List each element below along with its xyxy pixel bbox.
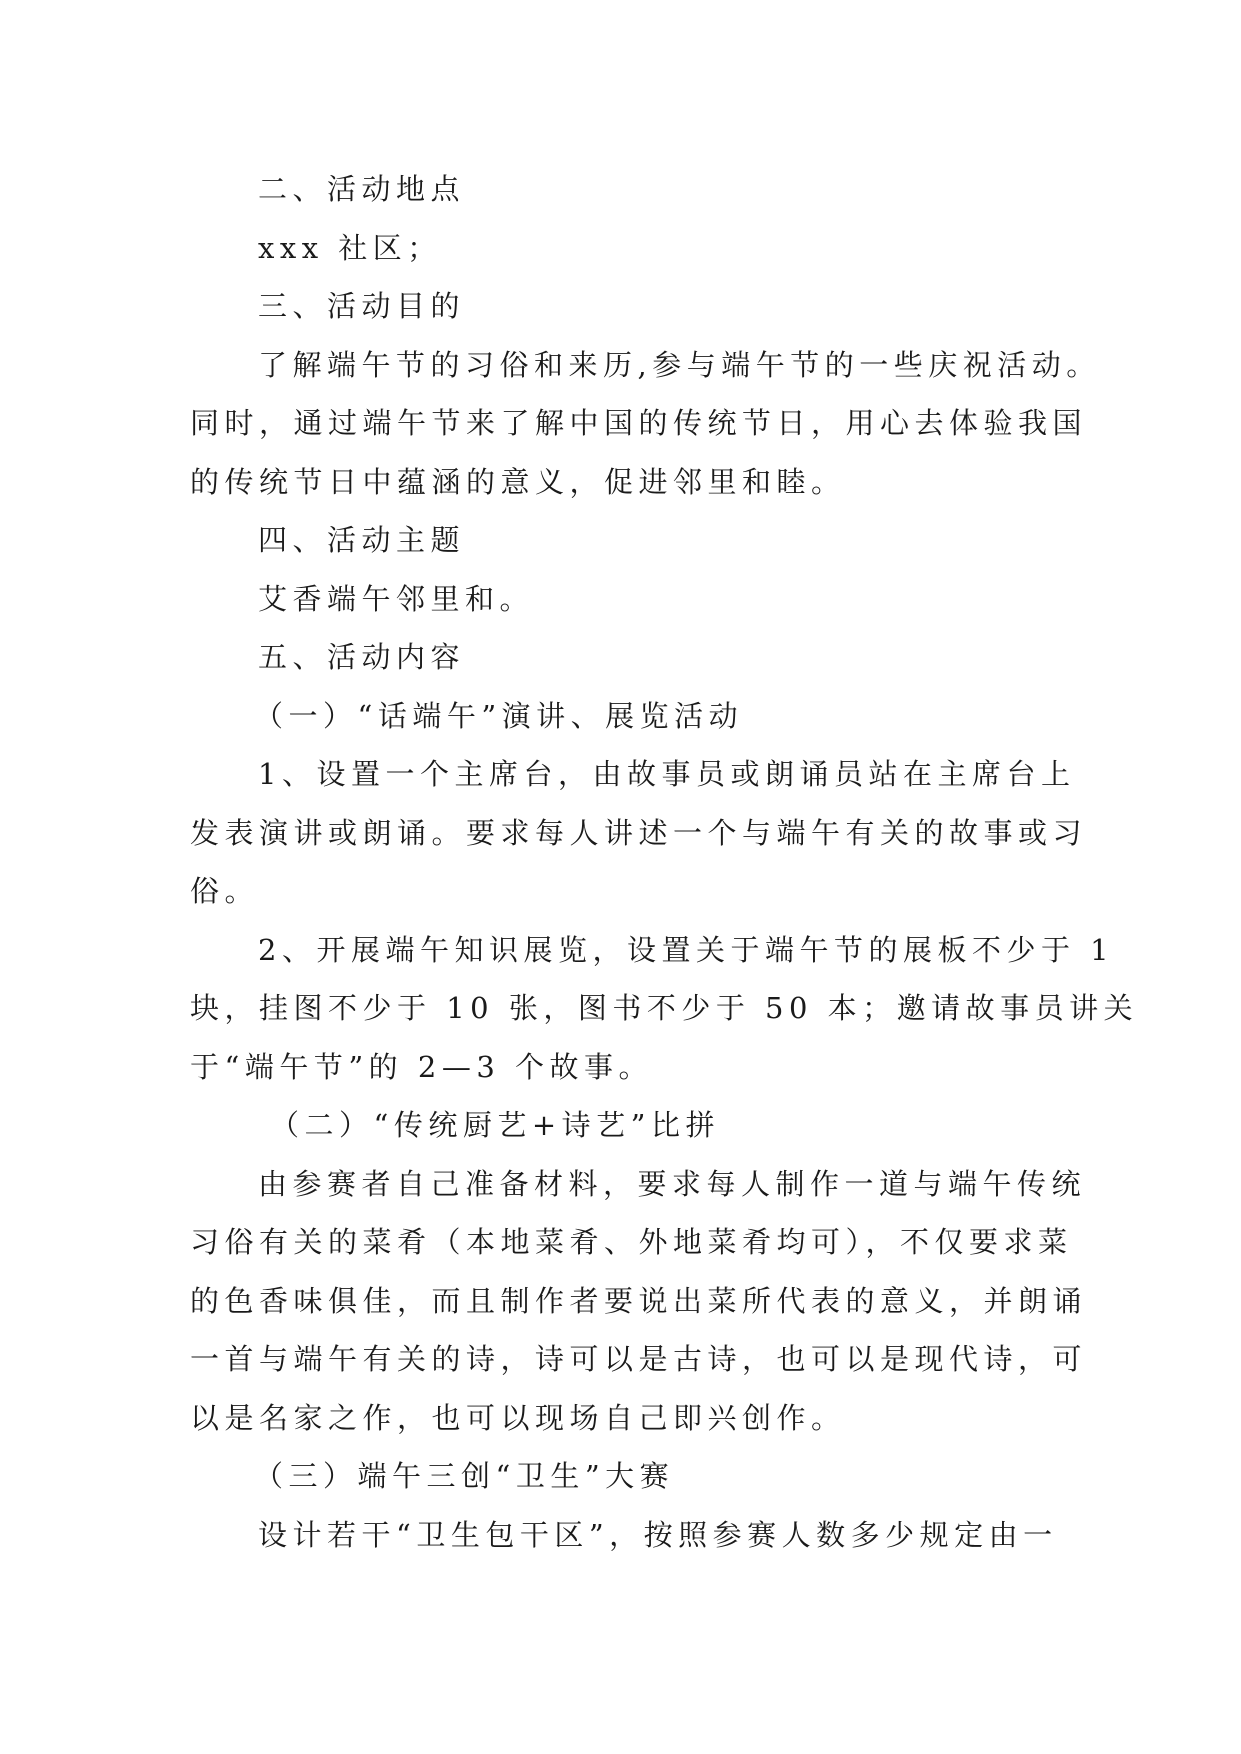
paragraph-line: 由参赛者自己准备材料，要求每人制作一道与端午传统 (258, 1166, 1087, 1201)
paragraph-line: xxx 社区； (258, 230, 442, 265)
paragraph-line: 同时，通过端午节来了解中国的传统节日，用心去体验我国 (190, 406, 1088, 440)
section-heading-theme: 四、活动主题 (258, 523, 466, 557)
subsection-heading-hygiene: （三）端午三创“卫生”大赛 (254, 1459, 675, 1493)
paragraph-line: 发表演讲或朗诵。要求每人讲述一个与端午有关的故事或习 (190, 815, 1088, 850)
paragraph-line: 艾香端午邻里和。 (258, 581, 535, 616)
paragraph-line: 块，挂图不少于 10 张，图书不少于 50 本；邀请故事员讲关 (190, 991, 1139, 1025)
section-heading-purpose: 三、活动目的 (258, 289, 466, 323)
paragraph-line: 1、设置一个主席台，由故事员或朗诵员站在主席台上 (258, 757, 1076, 791)
subsection-heading-speech: （一）“话端午”演讲、展览活动 (254, 698, 744, 733)
paragraph-line: 的色香味俱佳，而且制作者要说出菜所代表的意义，并朗诵 (190, 1283, 1088, 1318)
paragraph-line: 以是名家之作，也可以现场自己即兴创作。 (190, 1400, 846, 1435)
paragraph-line: 俗。 (190, 874, 260, 908)
subsection-heading-cooking: （二）“传统厨艺+诗艺”比拼 (270, 1108, 720, 1142)
document-body (190, 160, 1139, 1564)
paragraph-line: 于“端午节”的 2—3 个故事。 (190, 1049, 653, 1084)
paragraph-line: 的传统节日中蕴涵的意义，促进邻里和睦。 (190, 464, 846, 499)
paragraph-line: 习俗有关的菜肴（本地菜肴、外地菜肴均可），不仅要求菜 (190, 1225, 1073, 1259)
section-heading-content: 五、活动内容 (258, 640, 466, 674)
paragraph-line: 一首与端午有关的诗，诗可以是古诗，也可以是现代诗，可 (190, 1342, 1088, 1376)
paragraph-line: 设计若干“卫生包干区”，按照参赛人数多少规定由一 (258, 1517, 1058, 1552)
paragraph-line: 2、开展端午知识展览，设置关于端午节的展板不少于 1 (258, 932, 1115, 967)
section-heading-location: 二、活动地点 (258, 172, 466, 206)
paragraph-line: 了解端午节的习俗和来历,参与端午节的一些庆祝活动。 (258, 347, 1101, 382)
